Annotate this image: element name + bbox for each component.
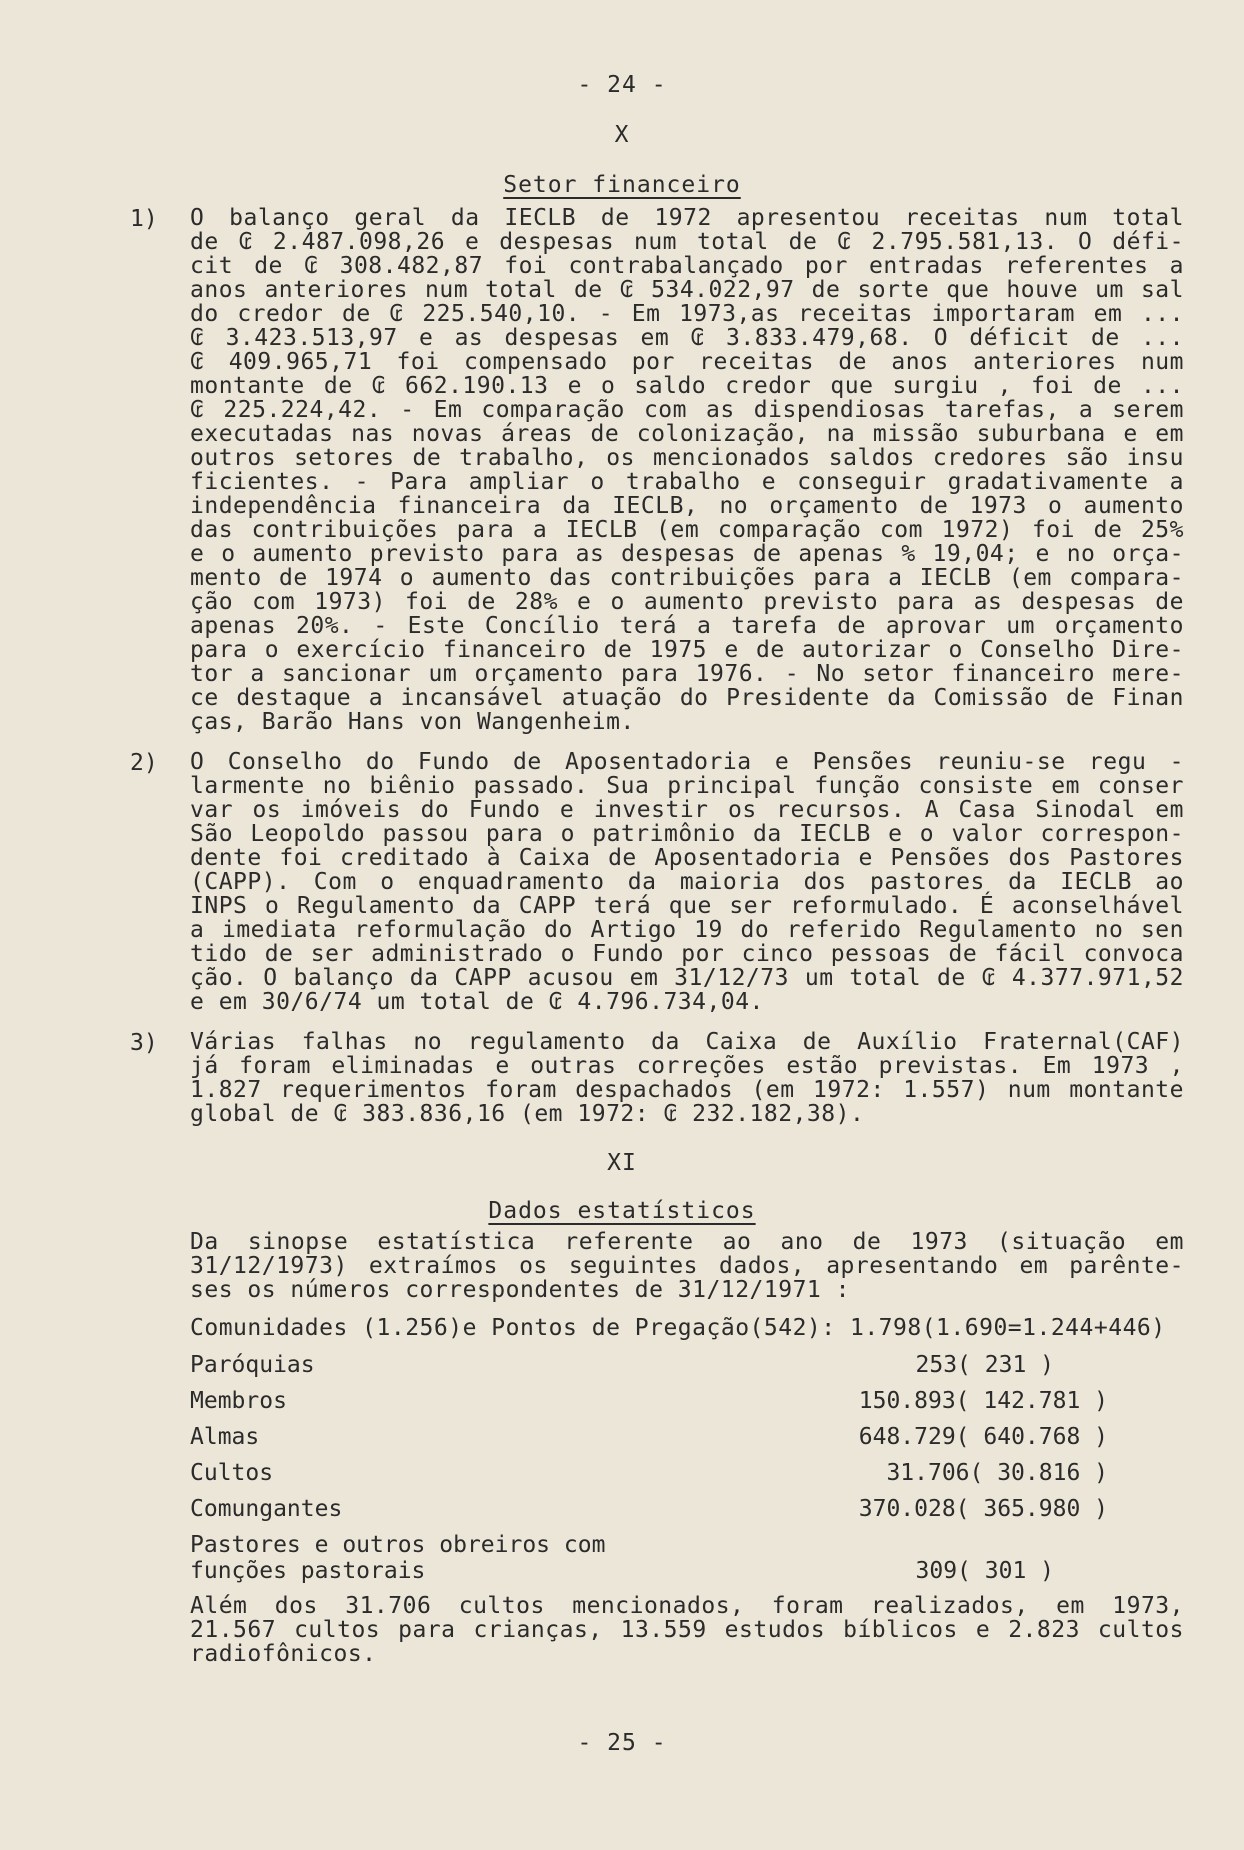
section-number-x: X [614,122,630,148]
stat-value: 309( 301 ) [915,1558,1054,1584]
text-line: mento de 1974 o aumento das contribuições para a IECLB (em compara- [190,565,1184,591]
text-line: ficientes. - Para ampliar o trabalho e conseguir gradativamente a [190,469,1184,495]
text-line: de ₢ 2.487.098,26 e despesas num total de ₢ 2.795.581,13. O défi- [190,229,1184,255]
stat-value: 253( 231 ) [915,1352,1054,1378]
text-line: outros setores de trabalho, os mencionados saldos credores são insu [190,445,1184,471]
text-line: para o exercício financeiro de 1975 e de autorizar o Conselho Dire- [190,637,1184,663]
text-line: já foram eliminadas e outras correções estão previstas. Em 1973 , [190,1053,1184,1079]
text-line: apenas 20%. - Este Concílio terá a tarefa de aprovar um orçamento [190,613,1184,639]
text-line: 1.827 requerimentos foram despachados (em 1972: 1.557) num montante [190,1077,1184,1103]
page-number-bottom: - 25 - [577,1730,667,1756]
text-line: O Conselho do Fundo de Aposentadoria e Pensões reuniu-se regu - [190,749,1184,775]
text-line: INPS o Regulamento da CAPP terá que ser reformulado. É aconselhável [190,893,1184,919]
text-line: radiofônicos. [190,1641,377,1667]
stat-value: 31.706( 30.816 ) [886,1460,1108,1486]
text-line: 21.567 cultos para crianças, 13.559 estudos bíblicos e 2.823 cultos [190,1617,1184,1643]
stat-label: Comungantes [190,1496,343,1522]
text-line: global de ₢ 383.836,16 (em 1972: ₢ 232.182,38). [190,1101,865,1127]
text-line: tor a sancionar um orçamento para 1976. - No setor financeiro mere- [190,661,1184,687]
text-line: São Leopoldo passou para o patrimônio da IECLB e o valor correspon- [190,821,1184,847]
stat-label: Almas [190,1424,260,1450]
text-line: ₢ 409.965,71 foi compensado por receitas de anos anteriores num [190,349,1184,375]
stat-label: Cultos [190,1460,274,1486]
text-line: Da sinopse estatística referente ao ano de 1973 (situação em [190,1229,1184,1255]
text-line: das contribuições para a IECLB (em comparação com 1972) foi de 25% [190,517,1184,543]
text-line: e o aumento previsto para as despesas de apenas % 19,04; e no orça- [190,541,1184,567]
stat-label: Pastores e outros obreiros com [190,1532,606,1558]
text-line: tido de ser administrado o Fundo por cinco pessoas de fácil convoca [190,941,1184,967]
text-line: do credor de ₢ 225.540,10. - Em 1973,as receitas importaram em ... [190,301,1184,327]
item-number-3: 3) [130,1030,158,1056]
stat-value: 150.893( 142.781 ) [858,1388,1108,1414]
stat-label: funções pastorais [190,1558,426,1584]
stat-label: Paróquias [190,1352,315,1378]
stat-label: Membros [190,1388,287,1414]
text-line: executadas nas novas áreas de colonização, na missão suburbana e em [190,421,1184,447]
text-line: ção com 1973) foi de 28% e o aumento previsto para as despesas de [190,589,1184,615]
stat-value: 370.028( 365.980 ) [858,1496,1108,1522]
text-line: ce destaque a incansável atuação do Presidente da Comissão de Finan [190,685,1184,711]
text-line: dente foi creditado à Caixa de Aposentadoria e Pensões dos Pastores [190,845,1184,871]
text-line: ₢ 225.224,42. - Em comparação com as dispendiosas tarefas, a serem [190,397,1184,423]
text-line: independência financeira da IECLB, no orçamento de 1973 o aumento [190,493,1184,519]
communities-line: Comunidades (1.256)e Pontos de Pregação(542): 1.798(1.690=1.244+446) [190,1315,1166,1341]
text-line: ças, Barão Hans von Wangenheim. [190,709,635,735]
heading-statistics: Dados estatísticos [488,1198,756,1224]
heading-financial-sector: Setor financeiro [503,172,741,198]
page-number-top: - 24 - [577,72,667,98]
section-number-xi: XI [607,1150,637,1176]
text-line: e em 30/6/74 um total de ₢ 4.796.734,04. [190,989,764,1015]
text-line: Várias falhas no regulamento da Caixa de Auxílio Fraternal(CAF) [190,1029,1184,1055]
text-line: cit de ₢ 308.482,87 foi contrabalançado por entradas referentes a [190,253,1184,279]
text-line: ses os números correspondentes de 31/12/1971 : [190,1277,850,1303]
text-line: 31/12/1973) extraímos os seguintes dados, apresentando em parênte- [190,1253,1184,1279]
text-line: (CAPP). Com o enquadramento da maioria dos pastores da IECLB ao [190,869,1184,895]
stat-value: 648.729( 640.768 ) [858,1424,1108,1450]
text-line: O balanço geral da IECLB de 1972 apresentou receitas num total [190,205,1184,231]
item-number-2: 2) [130,750,158,776]
text-line: anos anteriores num total de ₢ 534.022,97 de sorte que houve um sal [190,277,1184,303]
item-number-1: 1) [130,206,158,232]
text-line: a imediata reformulação do Artigo 19 do referido Regulamento no sen [190,917,1184,943]
text-line: montante de ₢ 662.190.13 e o saldo credor que surgiu , foi de ... [190,373,1184,399]
text-line: ₢ 3.423.513,97 e as despesas em ₢ 3.833.479,68. O déficit de ... [190,325,1184,351]
text-line: var os imóveis do Fundo e investir os recursos. A Casa Sinodal em [190,797,1184,823]
text-line: ção. O balanço da CAPP acusou em 31/12/73 um total de ₢ 4.377.971,52 [190,965,1184,991]
text-line: Além dos 31.706 cultos mencionados, foram realizados, em 1973, [190,1593,1184,1619]
text-line: larmente no biênio passado. Sua principal função consiste em conser [190,773,1184,799]
